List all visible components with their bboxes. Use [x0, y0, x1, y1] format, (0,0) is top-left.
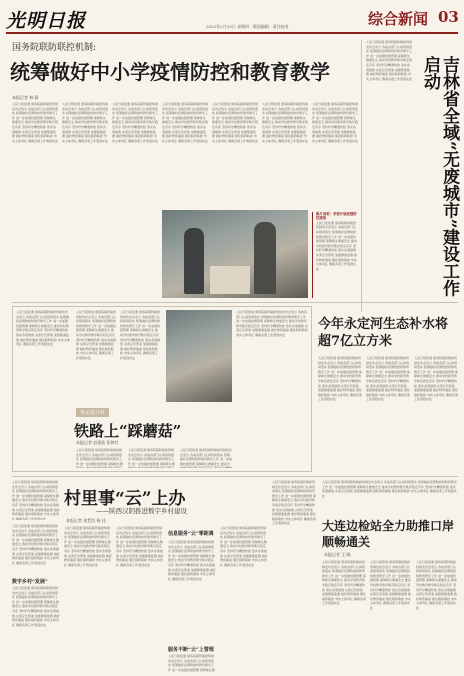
village-col1-b: [12, 586, 60, 672]
lead-body-col1: [12, 102, 58, 298]
port-col3: [416, 560, 458, 672]
port-col1: [322, 560, 366, 672]
feature-top-col2: [120, 310, 160, 402]
right-col-divider: [361, 40, 362, 312]
page-number: 03: [438, 8, 459, 26]
river-body-col2: [366, 356, 410, 472]
lead-kicker: 国务院联防联控机制:: [12, 43, 97, 53]
lead-body-col2: [62, 102, 108, 298]
village-col5: [220, 526, 268, 672]
feature-tag: 春运进行时: [76, 408, 109, 417]
village-sub3: 服务不断“云”上管理: [168, 647, 214, 653]
feature-byline: 本报记者 赵嘉欣 张和红: [76, 440, 119, 445]
caption-body: [316, 221, 358, 291]
lead-byline: 本报记者 林 莉: [12, 95, 39, 100]
village-col4: [168, 540, 216, 642]
village-col4-b: [168, 654, 216, 672]
village-sub1: 数字乡村“发展”: [12, 579, 48, 585]
village-left-col: [12, 480, 60, 520]
newspaper-logo: 光明日报: [6, 10, 87, 32]
river-body-col1: [318, 356, 362, 472]
feature-bottom-col2: [128, 448, 176, 468]
village-col3: [116, 526, 164, 672]
caption-title: 图片说明：学校开展疫情防控演练: [316, 212, 357, 221]
photo-figure-left: [184, 228, 204, 294]
lead-headline: 统筹做好中小学疫情防控和教育教学: [10, 60, 330, 84]
river-body-col3: [414, 356, 458, 472]
village-col6: [272, 480, 316, 672]
feature-headline: 铁路上“踩蘑菇”: [74, 422, 182, 440]
right-col-headline: 吉林省全域“无废城市”建设工作启动: [420, 56, 459, 297]
divider-mid: [12, 302, 458, 303]
port-top-body: [322, 480, 458, 514]
port-headline: 大连边检站全力助推口岸顺畅通关: [322, 519, 455, 549]
port-byline: 本报记者 王 晓: [324, 552, 351, 557]
village-col2: [64, 526, 112, 672]
right-col-body1: [366, 40, 412, 312]
photo-figure-right: [254, 222, 276, 294]
feature-bottom-col1: [76, 448, 124, 468]
port-col2: [370, 560, 412, 672]
village-col1: [12, 524, 60, 576]
village-headline: 村里事“云”上办: [64, 489, 186, 509]
village-byline: 本报记者 张哲浩 杨 佳: [66, 518, 106, 523]
lead-body-col7: [312, 102, 358, 210]
date-line: 2022年2月10日 星期四 · 版面编辑 · 责任校对: [206, 24, 289, 29]
photo-desk: [210, 266, 250, 294]
divider-lower: [12, 476, 458, 477]
feature-bottom-col3: [180, 448, 232, 468]
masthead-rule: [6, 32, 458, 34]
train-photo: [166, 310, 232, 402]
feature-left-col: [16, 310, 70, 468]
village-subhead: ——陕西汉阴推进数字乡村建设: [96, 507, 187, 515]
feature-top-col1: [76, 310, 116, 402]
masthead: [0, 0, 464, 32]
photo-caption: [312, 212, 358, 298]
village-sub2: 信息服务“云”零距离: [168, 531, 214, 537]
section-name: 综合新闻: [368, 10, 429, 28]
river-headline: 今年永定河生态补水将超7亿立方米: [318, 317, 449, 349]
lead-body-col3: [112, 102, 158, 298]
feature-right-col: [236, 310, 308, 468]
news-photo: [162, 210, 308, 298]
